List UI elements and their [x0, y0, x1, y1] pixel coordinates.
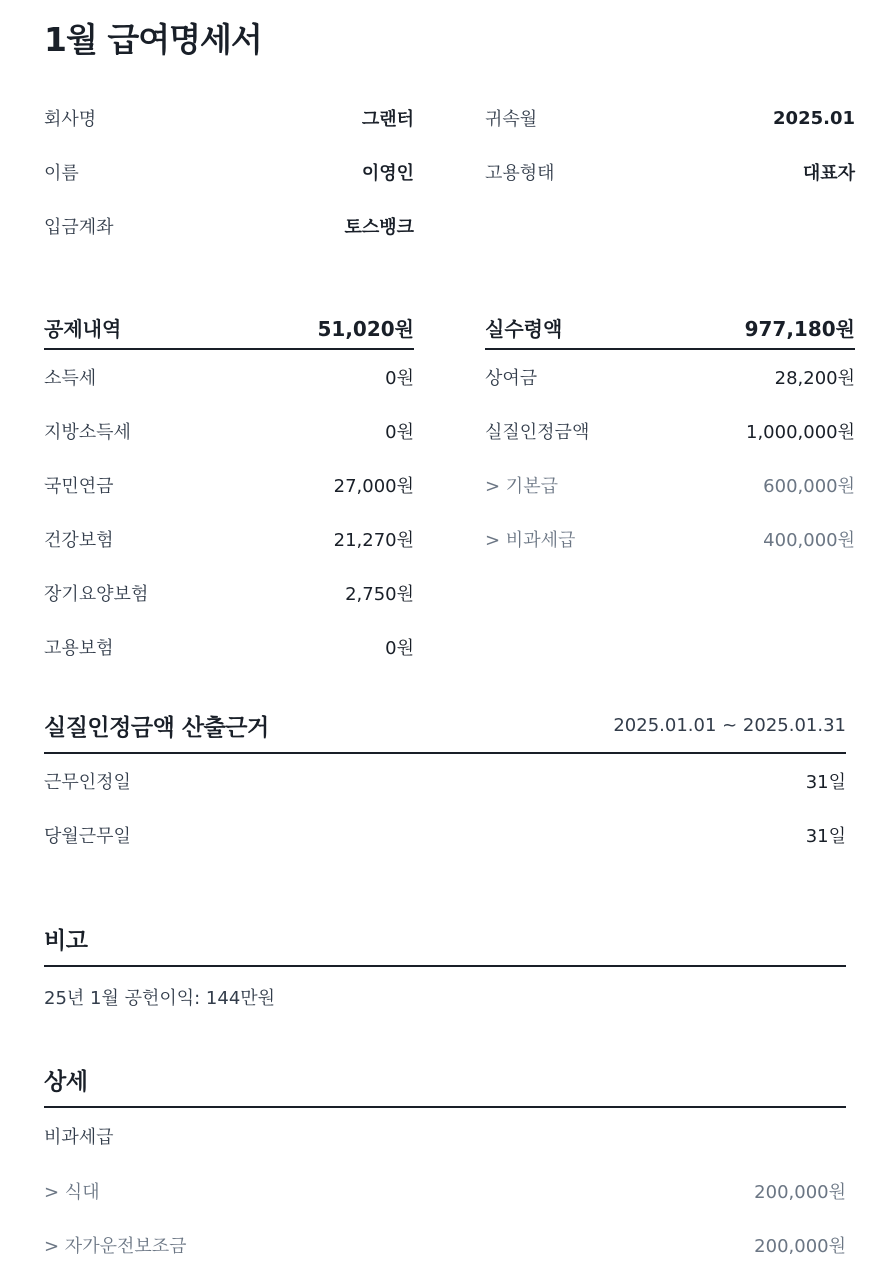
net-pay-section [485, 310, 855, 566]
detail-value: 200,000원 [754, 1236, 846, 1257]
info-label: 회사명 [44, 109, 97, 130]
basis-period: 2025.01.01 ~ 2025.01.31 [613, 714, 846, 736]
net-pay-total: 977,180원 [744, 317, 855, 341]
remarks-header [44, 911, 846, 967]
info-value: 이영인 [361, 163, 414, 184]
basis-value: 31일 [805, 772, 846, 793]
deduction-label: 고용보험 [44, 638, 114, 659]
net-pay-value: 400,000원 [763, 530, 855, 551]
net-pay-header [485, 310, 855, 350]
basis-value: 31일 [805, 826, 846, 847]
net-pay-value: 1,000,000원 [746, 422, 855, 443]
deduction-value: 27,000원 [333, 476, 414, 497]
detail-value: 200,000원 [754, 1182, 846, 1203]
detail-label: > 자가운전보조금 [44, 1236, 187, 1257]
info-value: 대표자 [802, 163, 855, 184]
deduction-row [44, 620, 414, 674]
net-pay-subrow [485, 512, 855, 566]
net-pay-subrow [485, 458, 855, 512]
deduction-label: 건강보험 [44, 530, 114, 551]
detail-row [44, 1218, 846, 1272]
page-title: 1월 급여명세서 [44, 20, 262, 59]
detail-row [44, 1164, 846, 1218]
deduction-value: 0원 [385, 368, 414, 389]
basis-label: 당월근무일 [44, 826, 131, 847]
remarks-text: 25년 1월 공헌이익: 144만원 [44, 988, 276, 1009]
deductions-total: 51,020원 [317, 317, 414, 341]
info-row-month [485, 91, 855, 145]
info-right [485, 91, 855, 199]
deduction-label: 국민연금 [44, 476, 114, 497]
deduction-value: 0원 [385, 422, 414, 443]
info-value: 그랜터 [361, 109, 414, 130]
deduction-label: 지방소득세 [44, 422, 131, 443]
info-label: 입금계좌 [44, 217, 114, 238]
info-row-company [44, 91, 414, 145]
deduction-row [44, 566, 414, 620]
deductions-title: 공제내역 [44, 317, 122, 341]
deduction-label: 소득세 [44, 368, 97, 389]
basis-section [44, 698, 846, 862]
net-pay-value: 28,200원 [774, 368, 855, 389]
info-row-employment-type [485, 145, 855, 199]
deductions-section [44, 310, 414, 674]
info-row-account [44, 199, 414, 253]
deduction-row [44, 512, 414, 566]
detail-label: > 식대 [44, 1182, 100, 1203]
info-label: 귀속월 [485, 109, 538, 130]
basis-row [44, 754, 846, 808]
deduction-label: 장기요양보험 [44, 584, 149, 605]
net-pay-label: > 비과세급 [485, 530, 576, 551]
info-row-name [44, 145, 414, 199]
net-pay-value: 600,000원 [763, 476, 855, 497]
net-pay-row [485, 404, 855, 458]
basis-header [44, 698, 846, 754]
detail-section [44, 1052, 846, 1272]
remarks-title: 비고 [44, 927, 88, 954]
deduction-value: 0원 [385, 638, 414, 659]
deduction-row [44, 458, 414, 512]
detail-header [44, 1052, 846, 1108]
net-pay-title: 실수령액 [485, 317, 563, 341]
remarks-section [44, 911, 846, 1027]
deduction-row [44, 404, 414, 458]
info-label: 이름 [44, 163, 79, 184]
deduction-row [44, 350, 414, 404]
basis-row [44, 808, 846, 862]
basis-title: 실질인정금액 산출근거 [44, 714, 269, 741]
info-value: 토스뱅크 [344, 217, 414, 238]
net-pay-label: 실질인정금액 [485, 422, 590, 443]
basis-label: 근무인정일 [44, 772, 131, 793]
deductions-header [44, 310, 414, 350]
detail-title: 상세 [44, 1068, 88, 1095]
deduction-value: 21,270원 [333, 530, 414, 551]
info-left [44, 91, 414, 253]
detail-group-label: 비과세급 [44, 1127, 114, 1148]
net-pay-label: 상여금 [485, 368, 538, 389]
info-value: 2025.01 [773, 107, 855, 129]
net-pay-row [485, 350, 855, 404]
info-label: 고용형태 [485, 163, 555, 184]
net-pay-label: > 기본급 [485, 476, 558, 497]
deduction-value: 2,750원 [345, 584, 414, 605]
